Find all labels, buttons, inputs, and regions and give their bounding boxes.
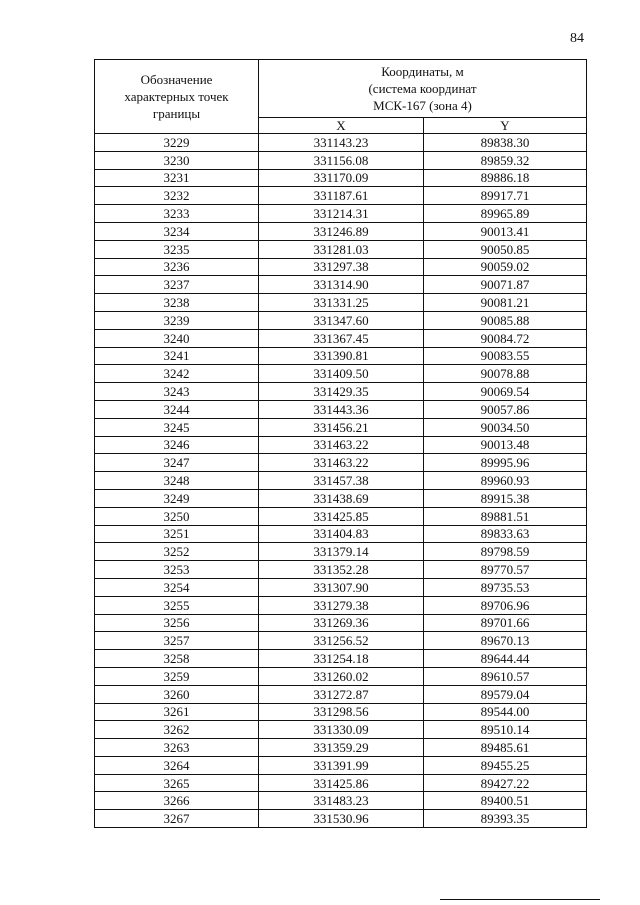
point-number-cell: 3259 bbox=[95, 667, 259, 685]
x-coordinate-cell: 331187.61 bbox=[259, 187, 424, 205]
table-row bbox=[95, 205, 587, 223]
point-number-cell: 3250 bbox=[95, 507, 259, 525]
y-coordinate-cell: 89455.25 bbox=[424, 756, 587, 774]
table-row bbox=[95, 543, 587, 561]
x-coordinate-cell: 331367.45 bbox=[259, 329, 424, 347]
point-number-cell: 3249 bbox=[95, 489, 259, 507]
y-coordinate-cell: 89833.63 bbox=[424, 525, 587, 543]
x-coordinate-cell: 331463.22 bbox=[259, 436, 424, 454]
table-row bbox=[95, 561, 587, 579]
x-coordinate-cell: 331260.02 bbox=[259, 667, 424, 685]
y-coordinate-cell: 90071.87 bbox=[424, 276, 587, 294]
table-row bbox=[95, 632, 587, 650]
point-number-cell: 3232 bbox=[95, 187, 259, 205]
page-number: 84 bbox=[570, 31, 584, 46]
table-row bbox=[95, 792, 587, 810]
x-coordinate-cell: 331279.38 bbox=[259, 596, 424, 614]
y-coordinate-cell: 89393.35 bbox=[424, 810, 587, 828]
point-number-cell: 3231 bbox=[95, 169, 259, 187]
x-coordinate-cell: 331456.21 bbox=[259, 418, 424, 436]
table-row bbox=[95, 774, 587, 792]
point-number-cell: 3262 bbox=[95, 721, 259, 739]
table-row bbox=[95, 222, 587, 240]
table-row bbox=[95, 489, 587, 507]
y-coordinate-cell: 90081.21 bbox=[424, 294, 587, 312]
table-row bbox=[95, 596, 587, 614]
point-number-cell: 3241 bbox=[95, 347, 259, 365]
y-coordinate-cell: 89400.51 bbox=[424, 792, 587, 810]
x-coordinate-cell: 331254.18 bbox=[259, 650, 424, 668]
table-row bbox=[95, 614, 587, 632]
y-coordinate-cell: 89995.96 bbox=[424, 454, 587, 472]
table-row bbox=[95, 507, 587, 525]
x-coordinate-cell: 331352.28 bbox=[259, 561, 424, 579]
x-coordinate-cell: 331463.22 bbox=[259, 454, 424, 472]
table-row bbox=[95, 454, 587, 472]
y-coordinate-cell: 89735.53 bbox=[424, 578, 587, 596]
y-coordinate-cell: 89965.89 bbox=[424, 205, 587, 223]
table-row bbox=[95, 436, 587, 454]
x-coordinate-cell: 331429.35 bbox=[259, 383, 424, 401]
point-number-cell: 3253 bbox=[95, 561, 259, 579]
point-number-cell: 3263 bbox=[95, 739, 259, 757]
point-number-cell: 3238 bbox=[95, 294, 259, 312]
point-number-cell: 3237 bbox=[95, 276, 259, 294]
point-number-cell: 3246 bbox=[95, 436, 259, 454]
point-number-cell: 3239 bbox=[95, 311, 259, 329]
point-number-cell: 3252 bbox=[95, 543, 259, 561]
x-coordinate-cell: 331156.08 bbox=[259, 151, 424, 169]
x-coordinate-cell: 331404.83 bbox=[259, 525, 424, 543]
point-number-cell: 3264 bbox=[95, 756, 259, 774]
table-row bbox=[95, 276, 587, 294]
x-coordinate-cell: 331359.29 bbox=[259, 739, 424, 757]
x-coordinate-cell: 331246.89 bbox=[259, 222, 424, 240]
header-coordinates-line: Координаты, м bbox=[381, 64, 464, 79]
x-coordinate-cell: 331214.31 bbox=[259, 205, 424, 223]
coordinates-table bbox=[94, 59, 587, 828]
y-coordinate-cell: 90050.85 bbox=[424, 240, 587, 258]
y-coordinate-cell: 89706.96 bbox=[424, 596, 587, 614]
point-number-cell: 3230 bbox=[95, 151, 259, 169]
x-coordinate-cell: 331391.99 bbox=[259, 756, 424, 774]
x-coordinate-cell: 331409.50 bbox=[259, 365, 424, 383]
table-row bbox=[95, 347, 587, 365]
x-coordinate-cell: 331443.36 bbox=[259, 400, 424, 418]
table-row bbox=[95, 810, 587, 828]
header-point-designation: Обозначение характерных точек границы bbox=[95, 60, 259, 134]
point-number-cell: 3236 bbox=[95, 258, 259, 276]
y-coordinate-cell: 89510.14 bbox=[424, 721, 587, 739]
x-coordinate-cell: 331143.23 bbox=[259, 134, 424, 152]
y-coordinate-cell: 90059.02 bbox=[424, 258, 587, 276]
table-row bbox=[95, 667, 587, 685]
header-coordinates-line: МСК-167 (зона 4) bbox=[373, 98, 472, 113]
footer-divider bbox=[440, 899, 600, 900]
y-coordinate-cell: 89544.00 bbox=[424, 703, 587, 721]
y-coordinate-cell: 89670.13 bbox=[424, 632, 587, 650]
point-number-cell: 3260 bbox=[95, 685, 259, 703]
x-coordinate-cell: 331170.09 bbox=[259, 169, 424, 187]
header-x: X bbox=[259, 118, 424, 134]
table-row bbox=[95, 685, 587, 703]
table-row bbox=[95, 151, 587, 169]
y-coordinate-cell: 89701.66 bbox=[424, 614, 587, 632]
x-coordinate-cell: 331425.85 bbox=[259, 507, 424, 525]
x-coordinate-cell: 331530.96 bbox=[259, 810, 424, 828]
y-coordinate-cell: 89915.38 bbox=[424, 489, 587, 507]
y-coordinate-cell: 89881.51 bbox=[424, 507, 587, 525]
y-coordinate-cell: 89485.61 bbox=[424, 739, 587, 757]
point-number-cell: 3265 bbox=[95, 774, 259, 792]
table-row bbox=[95, 739, 587, 757]
x-coordinate-cell: 331331.25 bbox=[259, 294, 424, 312]
y-coordinate-cell: 89427.22 bbox=[424, 774, 587, 792]
point-number-cell: 3229 bbox=[95, 134, 259, 152]
point-number-cell: 3258 bbox=[95, 650, 259, 668]
point-number-cell: 3266 bbox=[95, 792, 259, 810]
table-row bbox=[95, 187, 587, 205]
point-number-cell: 3257 bbox=[95, 632, 259, 650]
y-coordinate-cell: 89770.57 bbox=[424, 561, 587, 579]
x-coordinate-cell: 331298.56 bbox=[259, 703, 424, 721]
x-coordinate-cell: 331281.03 bbox=[259, 240, 424, 258]
point-number-cell: 3242 bbox=[95, 365, 259, 383]
table-row bbox=[95, 418, 587, 436]
header-coordinates bbox=[259, 60, 587, 118]
y-coordinate-cell: 90084.72 bbox=[424, 329, 587, 347]
point-number-cell: 3240 bbox=[95, 329, 259, 347]
point-number-cell: 3235 bbox=[95, 240, 259, 258]
table-row bbox=[95, 240, 587, 258]
table-row bbox=[95, 294, 587, 312]
y-coordinate-cell: 89859.32 bbox=[424, 151, 587, 169]
x-coordinate-cell: 331314.90 bbox=[259, 276, 424, 294]
y-coordinate-cell: 89838.30 bbox=[424, 134, 587, 152]
y-coordinate-cell: 90057.86 bbox=[424, 400, 587, 418]
table-body bbox=[95, 134, 587, 828]
x-coordinate-cell: 331483.23 bbox=[259, 792, 424, 810]
x-coordinate-cell: 331379.14 bbox=[259, 543, 424, 561]
y-coordinate-cell: 89960.93 bbox=[424, 472, 587, 490]
table-row bbox=[95, 472, 587, 490]
point-number-cell: 3255 bbox=[95, 596, 259, 614]
y-coordinate-cell: 90034.50 bbox=[424, 418, 587, 436]
x-coordinate-cell: 331256.52 bbox=[259, 632, 424, 650]
y-coordinate-cell: 90085.88 bbox=[424, 311, 587, 329]
x-coordinate-cell: 331330.09 bbox=[259, 721, 424, 739]
x-coordinate-cell: 331307.90 bbox=[259, 578, 424, 596]
table-row bbox=[95, 365, 587, 383]
x-coordinate-cell: 331390.81 bbox=[259, 347, 424, 365]
x-coordinate-cell: 331269.36 bbox=[259, 614, 424, 632]
y-coordinate-cell: 90069.54 bbox=[424, 383, 587, 401]
point-number-cell: 3251 bbox=[95, 525, 259, 543]
header-y: Y bbox=[424, 118, 587, 134]
point-number-cell: 3261 bbox=[95, 703, 259, 721]
point-number-cell: 3256 bbox=[95, 614, 259, 632]
point-number-cell: 3243 bbox=[95, 383, 259, 401]
table-row bbox=[95, 756, 587, 774]
point-number-cell: 3267 bbox=[95, 810, 259, 828]
point-number-cell: 3247 bbox=[95, 454, 259, 472]
point-number-cell: 3254 bbox=[95, 578, 259, 596]
y-coordinate-cell: 90083.55 bbox=[424, 347, 587, 365]
y-coordinate-cell: 90013.48 bbox=[424, 436, 587, 454]
y-coordinate-cell: 89798.59 bbox=[424, 543, 587, 561]
y-coordinate-cell: 90078.88 bbox=[424, 365, 587, 383]
y-coordinate-cell: 89579.04 bbox=[424, 685, 587, 703]
point-number-cell: 3234 bbox=[95, 222, 259, 240]
x-coordinate-cell: 331438.69 bbox=[259, 489, 424, 507]
table-row bbox=[95, 134, 587, 152]
table-row bbox=[95, 703, 587, 721]
table-row bbox=[95, 169, 587, 187]
y-coordinate-cell: 89917.71 bbox=[424, 187, 587, 205]
header-coordinates-line: (система координат bbox=[368, 81, 477, 96]
table-row bbox=[95, 400, 587, 418]
y-coordinate-cell: 90013.41 bbox=[424, 222, 587, 240]
table-row bbox=[95, 525, 587, 543]
table-row bbox=[95, 311, 587, 329]
point-number-cell: 3233 bbox=[95, 205, 259, 223]
point-number-cell: 3245 bbox=[95, 418, 259, 436]
y-coordinate-cell: 89886.18 bbox=[424, 169, 587, 187]
x-coordinate-cell: 331425.86 bbox=[259, 774, 424, 792]
table-row bbox=[95, 383, 587, 401]
y-coordinate-cell: 89644.44 bbox=[424, 650, 587, 668]
table-row bbox=[95, 721, 587, 739]
x-coordinate-cell: 331272.87 bbox=[259, 685, 424, 703]
x-coordinate-cell: 331347.60 bbox=[259, 311, 424, 329]
point-number-cell: 3248 bbox=[95, 472, 259, 490]
table-row bbox=[95, 578, 587, 596]
table-row bbox=[95, 650, 587, 668]
x-coordinate-cell: 331457.38 bbox=[259, 472, 424, 490]
y-coordinate-cell: 89610.57 bbox=[424, 667, 587, 685]
table-row bbox=[95, 329, 587, 347]
x-coordinate-cell: 331297.38 bbox=[259, 258, 424, 276]
table-row bbox=[95, 258, 587, 276]
point-number-cell: 3244 bbox=[95, 400, 259, 418]
